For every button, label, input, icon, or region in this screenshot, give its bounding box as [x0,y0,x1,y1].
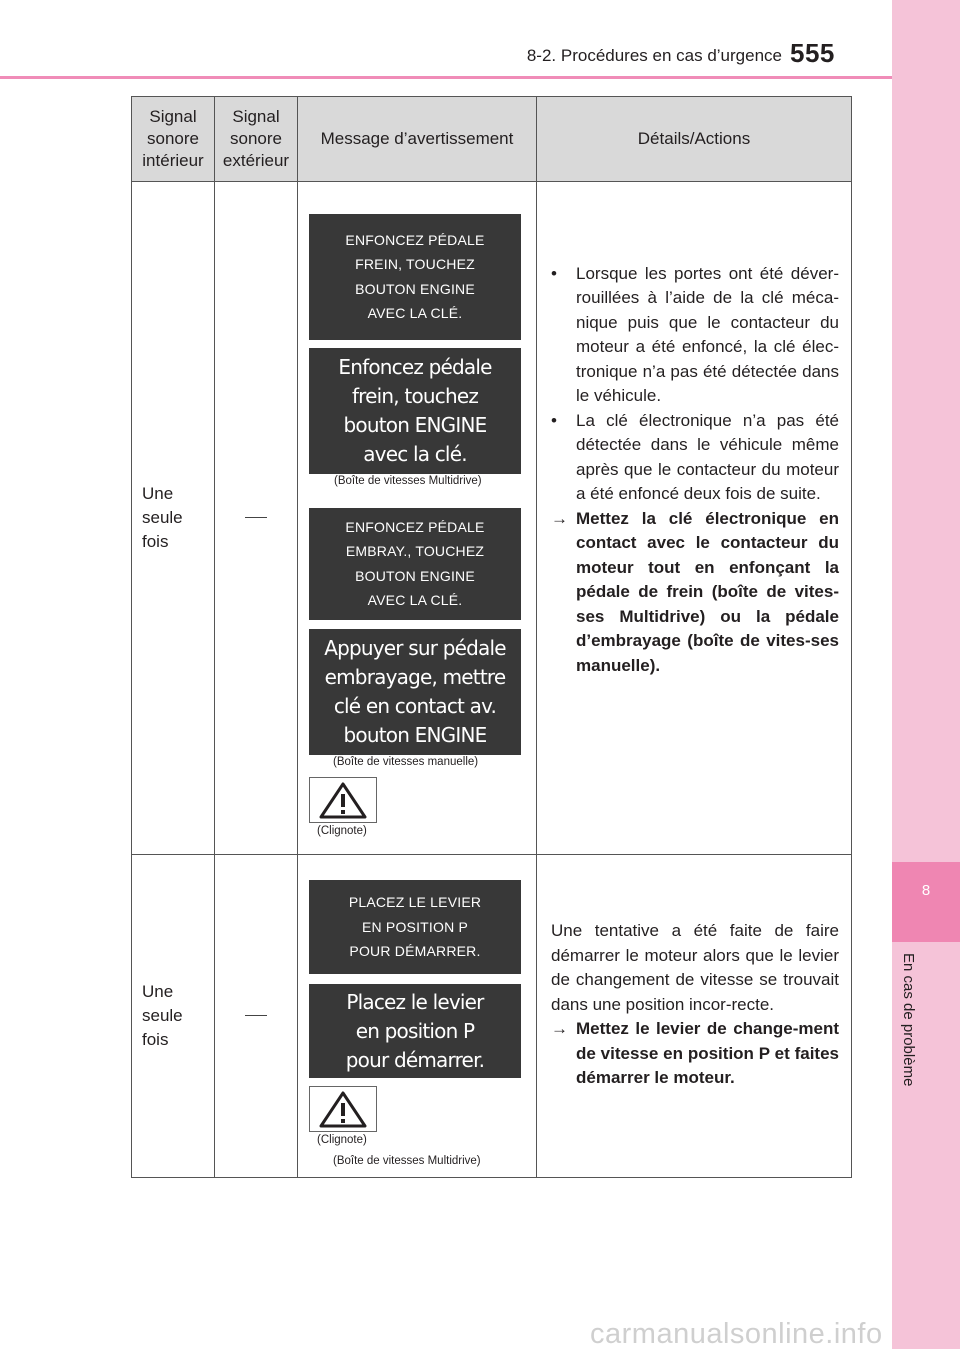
detail-bullet: • Lorsque les portes ont été déver-rouillées à l’aide de la clé méca-nique puis que le contacteur du moteur a été enfoncé, la clé élec-tronique n’a pas été détectée dans le véhicule. [551,263,839,406]
no-buzzer-dash [245,1015,267,1016]
warning-messages-table [131,96,852,1178]
no-buzzer-dash [245,517,267,518]
warning-message-cell [298,182,537,855]
message-display: Enfoncez pédale frein, touchez bouton ENGINE avec la clé. [309,348,521,474]
interior-buzzer-cell: Une seule fois [132,182,215,855]
message-display: Appuyer sur pédale embrayage, mettre clé en contact av. bouton ENGINE [309,629,521,755]
message-display: ENFONCEZ PÉDALE FREIN, TOUCHEZ BOUTON ENGINE AVEC LA CLÉ. [309,214,521,340]
header-rule [0,76,892,79]
section-title: 8-2. Procédures en cas d’urgence [526,46,782,65]
exterior-buzzer-cell [215,855,298,1178]
header-details-actions: Détails/Actions [537,97,852,182]
chapter-tab [892,862,960,942]
warning-triangle-icon [318,781,368,819]
header-exterior-buzzer: Signal sonore extérieur [215,97,298,182]
exterior-buzzer-cell [215,182,298,855]
display-caption: (Boîte de vitesses manuelle) [333,755,479,768]
message-display: ENFONCEZ PÉDALE EMBRAY., TOUCHEZ BOUTON ENGINE AVEC LA CLÉ. [309,508,521,620]
display-caption: (Boîte de vitesses Multidrive) [333,1155,481,1167]
display-caption: (Boîte de vitesses Multidrive) [334,474,482,487]
page-number: 555 [790,38,835,68]
chapter-side-bar [892,0,960,1349]
table-row [132,855,852,1178]
detail-bullet: • La clé électronique n’a pas été détectée dans le véhicule même après que le contacteur du moteur a été enfoncé deux fois de suite. [551,410,839,504]
watermark: carmanualsonline.info [590,1318,883,1350]
details-cell [537,855,852,1178]
chapter-number: 8 [921,882,931,899]
table-row [132,182,852,855]
header-warning-message: Message d’avertissement [298,97,537,182]
warning-caption: (Clignote) [317,824,367,837]
warning-caption: (Clignote) [317,1134,367,1146]
detail-text: Une tentative a été faite de faire démarrer le moteur alors que le levier de changement de vitesse se trouvait dans une position incor-recte. [551,921,839,1014]
message-display: PLACEZ LE LEVIER EN POSITION P POUR DÉMARRER. [309,880,521,974]
warning-light-box [309,1086,377,1132]
chapter-label-text: En cas de problème [900,953,917,1087]
header-interior-buzzer: Signal sonore intérieur [132,97,215,182]
table-header-row [132,97,852,182]
interior-buzzer-cell: Une seule fois [132,855,215,1178]
details-cell [537,182,852,855]
message-display: Placez le levier en position P pour démarrer. [309,984,521,1078]
warning-triangle-icon [318,1090,368,1128]
warning-message-cell [298,855,537,1178]
detail-action: → Mettez le levier de change-ment de vitesse en position P et faites démarrer le moteur. [551,1019,839,1088]
detail-action: → Mettez la clé électronique en contact avec le contacteur du moteur tout en enfonçant la pédale de frein (boîte de vites-ses Multidrive) ou la pédale d’embrayage (boîte de vites-ses manuelle). [551,508,839,675]
warning-light-box [309,777,377,823]
chapter-label [900,953,930,1123]
